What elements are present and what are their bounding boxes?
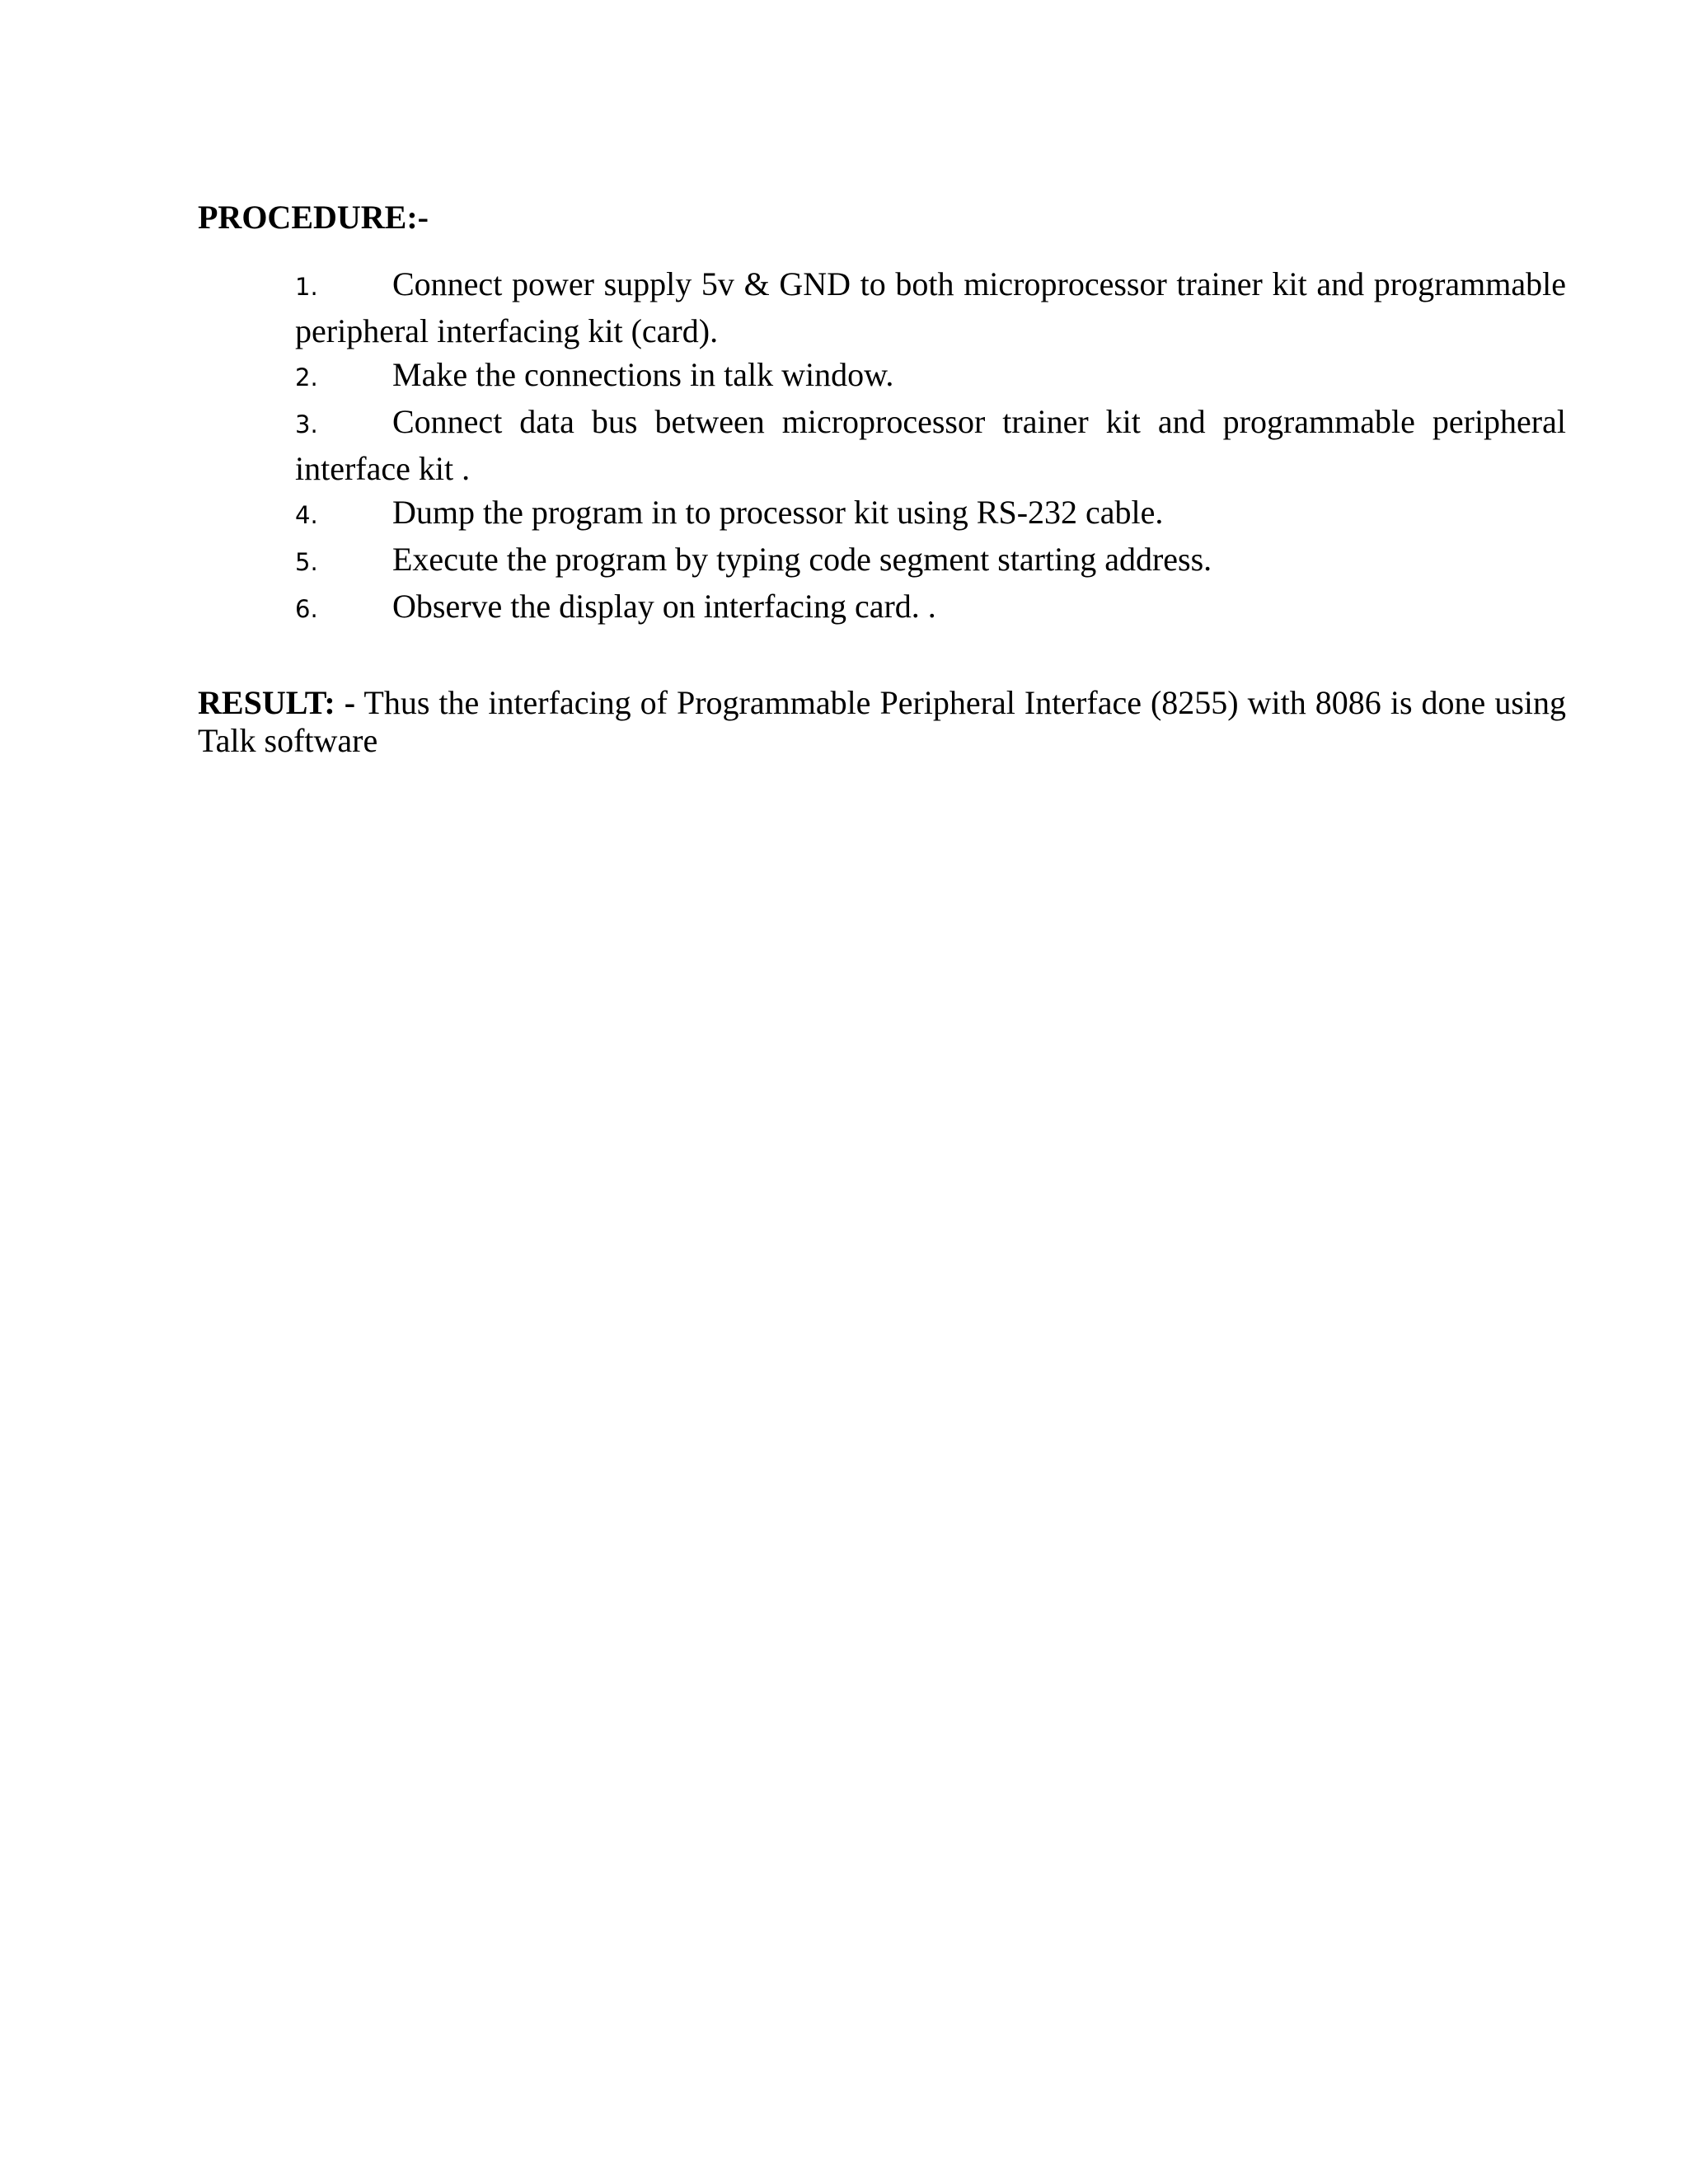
step-number: 6. xyxy=(295,595,318,623)
step-text: Make the connections in talk window. xyxy=(392,356,894,393)
step-text: Connect data bus between microprocessor trainer kit and programmable peripheral interface kit . xyxy=(295,403,1566,487)
result-paragraph xyxy=(198,684,1566,760)
step-number: 5. xyxy=(295,548,318,576)
procedure-step xyxy=(295,584,1566,631)
procedure-step xyxy=(295,537,1566,584)
step-text: Dump the program in to processor kit using RS-232 cable. xyxy=(392,494,1164,531)
step-text: Connect power supply 5v & GND to both microprocessor trainer kit and programmable peripheral interfacing kit (card). xyxy=(295,265,1566,349)
procedure-step xyxy=(295,262,1566,353)
step-number: 2. xyxy=(295,363,318,391)
result-label: RESULT: - xyxy=(198,684,356,721)
procedure-step xyxy=(295,490,1566,537)
result-text: Thus the interfacing of Programmable Peripheral Interface (8255) with 8086 is done using Talk software xyxy=(198,684,1567,759)
step-text: Observe the display on interfacing card. . xyxy=(392,588,936,625)
step-text: Execute the program by typing code segment starting address. xyxy=(392,541,1212,578)
step-number: 3. xyxy=(295,410,318,438)
procedure-steps-list xyxy=(295,262,1566,631)
procedure-step xyxy=(295,353,1566,400)
procedure-step xyxy=(295,400,1566,490)
step-number: 4. xyxy=(295,501,318,529)
procedure-heading: PROCEDURE:- xyxy=(198,199,429,236)
step-number: 1. xyxy=(295,273,318,301)
